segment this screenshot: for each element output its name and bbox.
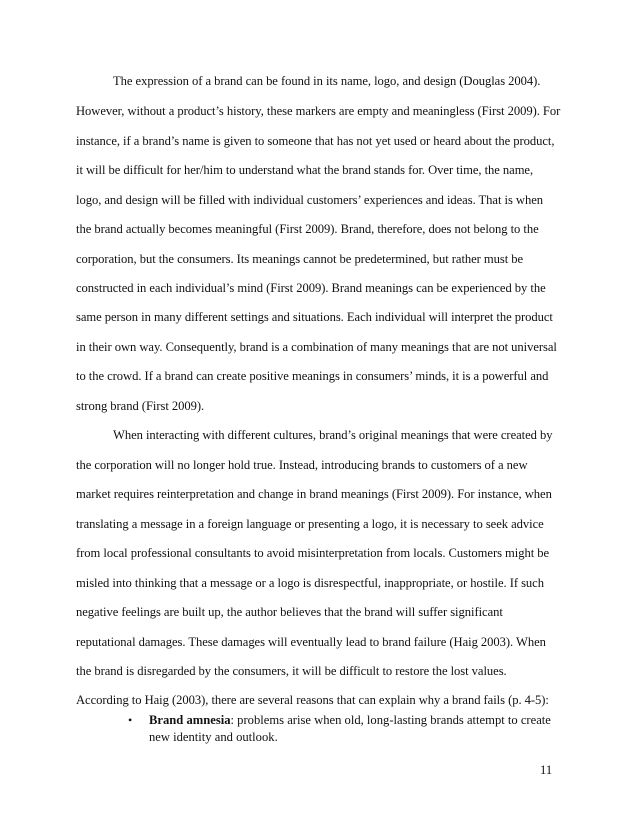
bullet-description: : problems arise when old, long-lasting brands attempt to create new identity and outlook. [149, 713, 551, 744]
paragraph-2-line-8: reputational damages. These damages will eventually lead to brand failure (Haig 2003). When [76, 635, 546, 649]
paragraph-2-line-6: misled into thinking that a message or a logo is disrespectful, inappropriate, or hostile. If such [76, 576, 544, 590]
paragraph-1-line-6: the brand actually becomes meaningful (First 2009). Brand, therefore, does not belong to the [76, 222, 539, 236]
paragraph-1-line-5: logo, and design will be filled with individual customers’ experiences and ideas. That is when [76, 193, 543, 207]
paragraph-2-line-3: market requires reinterpretation and change in brand meanings (First 2009). For instance, when [76, 487, 552, 501]
paragraph-2-line-10: According to Haig (2003), there are several reasons that can explain why a brand fails (p. 4-5): [76, 693, 549, 707]
paragraph-2-line-1: When interacting with different cultures, brand’s original meanings that were created by [113, 428, 553, 442]
bullet-term: Brand amnesia [149, 713, 231, 727]
paragraph-1-line-4: it will be difficult for her/him to understand what the brand stands for. Over time, the name, [76, 163, 534, 177]
paragraph-1-line-8: constructed in each individual’s mind (First 2009). Brand meanings can be experienced by the [76, 281, 546, 295]
paragraph-2-line-5: from local professional consultants to avoid misinterpretation from locals. Customers might be [76, 546, 550, 560]
paragraph-1-line-10: in their own way. Consequently, brand is a combination of many meanings that are not universal [76, 340, 557, 354]
paragraph-1-line-2: However, without a product’s history, these markers are empty and meaningless (First 2009). For [76, 104, 561, 118]
paragraph-1-line-11: to the crowd. If a brand can create positive meanings in consumers’ minds, it is a powerful and [76, 369, 549, 383]
paragraph-1-line-7: corporation, but the consumers. Its meanings cannot be predetermined, but rather must be [76, 252, 524, 266]
paragraph-1-line-9: same person in many different settings and situations. Each individual will interpret the product [76, 310, 553, 324]
page-number: 11 [540, 763, 553, 777]
paragraph-2-line-4: translating a message in a foreign language or presenting a logo, it is necessary to seek advice [76, 517, 544, 531]
bullet-item-text [149, 712, 569, 746]
paragraph-2-line-2: the corporation will no longer hold true. Instead, introducing brands to customers of a new [76, 458, 528, 472]
paragraph-1-line-3: instance, if a brand’s name is given to someone that has not yet used or heard about the product, [76, 134, 555, 148]
bullet-dot-icon: • [128, 713, 133, 727]
paragraph-1-line-1: The expression of a brand can be found in its name, logo, and design (Douglas 2004). [113, 74, 541, 88]
paragraph-2-line-7: negative feelings are built up, the author believes that the brand will suffer significant [76, 605, 503, 619]
paragraph-2-line-9: the brand is disregarded by the consumers, it will be difficult to restore the lost values. [76, 664, 507, 678]
paragraph-1-line-12: strong brand (First 2009). [76, 399, 205, 413]
